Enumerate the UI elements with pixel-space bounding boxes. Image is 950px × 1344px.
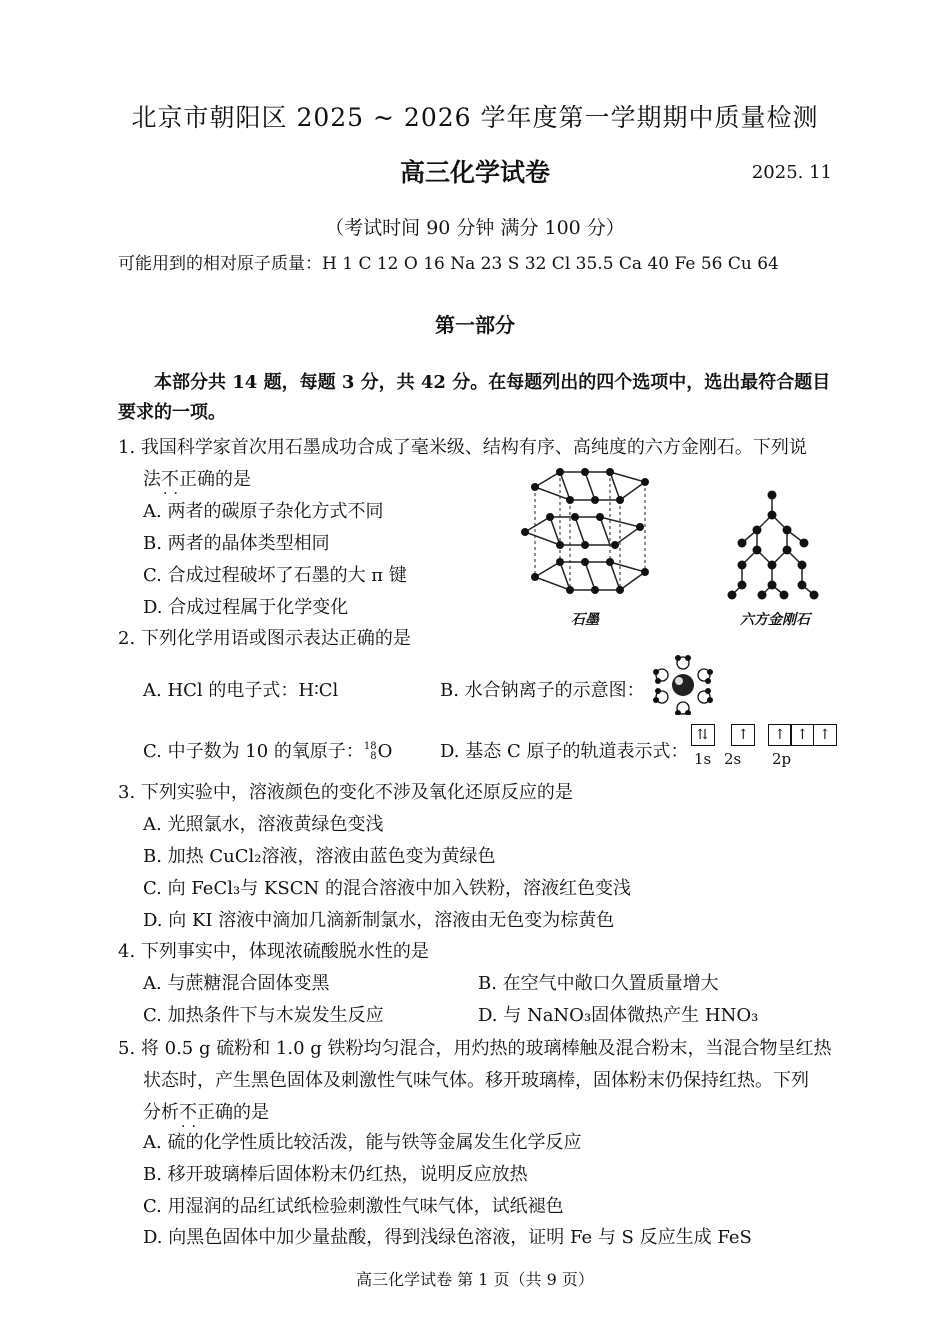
q3-option-a: A. 光照氯水，溶液黄绿色变浅	[143, 814, 384, 835]
q5-stem-part-a: 分析	[143, 1102, 179, 1123]
q5-stem-line2: 状态时，产生黑色固体及刺激性气味气体。移开玻璃棒，固体粉末仍保持红热。下列	[143, 1070, 809, 1091]
q1-stem-part-a: 法	[143, 469, 161, 490]
q5-emphasis: 不正确 ··	[179, 1102, 233, 1123]
q4-stem: 4. 下列事实中，体现浓硫酸脱水性的是	[118, 941, 429, 962]
q2-option-c-isotope-numbers	[364, 742, 377, 762]
orbital-2p-1: ↑	[768, 724, 792, 746]
exam-subtitle: 高三化学试卷	[399, 158, 550, 187]
orbital-2p-2: ↑	[790, 724, 814, 746]
q1-option-c: C. 合成过程破坏了石墨的大 π 键	[143, 565, 407, 586]
q5-stem-line1: 5. 将 0.5 g 硫粉和 1.0 g 铁粉均匀混合，用灼热的玻璃棒触及混合粉末，当混合物呈红热	[118, 1038, 832, 1059]
q2-option-b: B. 水合钠离子的示意图：	[440, 680, 645, 701]
q5-option-c: C. 用湿润的品红试纸检验刺激性气味气体，试纸褪色	[143, 1196, 564, 1217]
hexagonal-diamond-structure-figure	[722, 485, 832, 605]
q4-option-b: B. 在空气中敞口久置质量增大	[478, 973, 719, 994]
orbital-2s: ↑	[731, 724, 755, 746]
diamond-caption: 六方金刚石	[740, 612, 810, 628]
q1-emphasis: 不正确 ··	[161, 469, 215, 490]
q4-option-c: C. 加热条件下与木炭发生反应	[143, 1005, 384, 1026]
q5-stem-part-c: 的是	[233, 1102, 269, 1123]
q3-stem: 3. 下列实验中，溶液颜色的变化不涉及氧化还原反应的是	[118, 782, 573, 803]
q4-option-d: D. 与 NaNO₃固体微热产生 HNO₃	[478, 1005, 759, 1026]
atomic-masses: 可能用到的相对原子质量：H 1 C 12 O 16 Na 23 S 32 Cl 35.5 Ca 40 Fe 56 Cu 64	[118, 254, 779, 274]
q1-stem-part-c: 的是	[215, 469, 251, 490]
q2-option-c-text: C. 中子数为 10 的氧原子：	[143, 741, 364, 762]
q2-option-c	[143, 737, 392, 763]
q1-option-d: D. 合成过程属于化学变化	[143, 597, 349, 618]
section-intro: 本部分共 14 题，每题 3 分，共 42 分。在每题列出的四个选项中，选出最符合题目要求的一项。	[118, 372, 831, 423]
graphite-structure-figure	[515, 462, 665, 607]
page-footer: 高三化学试卷 第 1 页（共 9 页）	[356, 1270, 594, 1289]
q3-option-c: C. 向 FeCl₃与 KSCN 的混合溶液中加入铁粉，溶液红色变浅	[143, 878, 631, 899]
orbital-diagram	[692, 724, 837, 746]
q4-option-a: A. 与蔗糖混合固体变黑	[143, 973, 330, 994]
hydrated-sodium-ion-figure	[648, 655, 718, 715]
q1-stem-line2	[143, 465, 251, 491]
q1-stem-line1: 1. 我国科学家首次用石墨成功合成了毫米级、结构有序、高纯度的六方金刚石。下列说	[118, 437, 807, 458]
q5-option-d: D. 向黑色固体中加少量盐酸，得到浅绿色溶液，证明 Fe 与 S 反应生成 FeS	[143, 1227, 752, 1248]
orbital-label-1s: 1s	[694, 750, 712, 768]
q5-option-b: B. 移开玻璃棒后固体粉末仍红热，说明反应放热	[143, 1164, 528, 1185]
exam-title: 北京市朝阳区 2025 ~ 2026 学年度第一学期期中质量检测	[131, 103, 819, 132]
q2-stem: 2. 下列化学用语或图示表达正确的是	[118, 628, 411, 649]
graphite-caption: 石墨	[571, 612, 599, 628]
q2-atomic-number: 8	[370, 751, 377, 762]
q1-option-a: A. 两者的碳原子杂化方式不同	[143, 501, 384, 522]
q2-option-a: A. HCl 的电子式：H∶Cl	[143, 680, 339, 701]
exam-date: 2025. 11	[751, 162, 832, 183]
orbital-2p-3: ↑	[813, 724, 837, 746]
q2-option-c-symbol: O	[377, 741, 393, 762]
q1-option-b: B. 两者的晶体类型相同	[143, 533, 330, 554]
q5-stem-line3	[143, 1098, 269, 1124]
q5-option-a: A. 硫的化学性质比较活泼，能与铁等金属发生化学反应	[143, 1132, 582, 1153]
q2-option-d: D. 基态 C 原子的轨道表示式：	[440, 741, 689, 762]
exam-info: （考试时间 90 分钟 满分 100 分）	[325, 217, 625, 239]
section-title: 第一部分	[435, 313, 515, 337]
orbital-1s: ⇅	[691, 724, 715, 746]
orbital-label-2p: 2p	[772, 750, 792, 768]
q3-option-d: D. 向 KI 溶液中滴加几滴新制氯水，溶液由无色变为棕黄色	[143, 910, 615, 931]
q3-option-b: B. 加热 CuCl₂溶液，溶液由蓝色变为黄绿色	[143, 846, 496, 867]
orbital-label-2s: 2s	[724, 750, 742, 768]
q2-mass-number: 18	[363, 741, 377, 752]
